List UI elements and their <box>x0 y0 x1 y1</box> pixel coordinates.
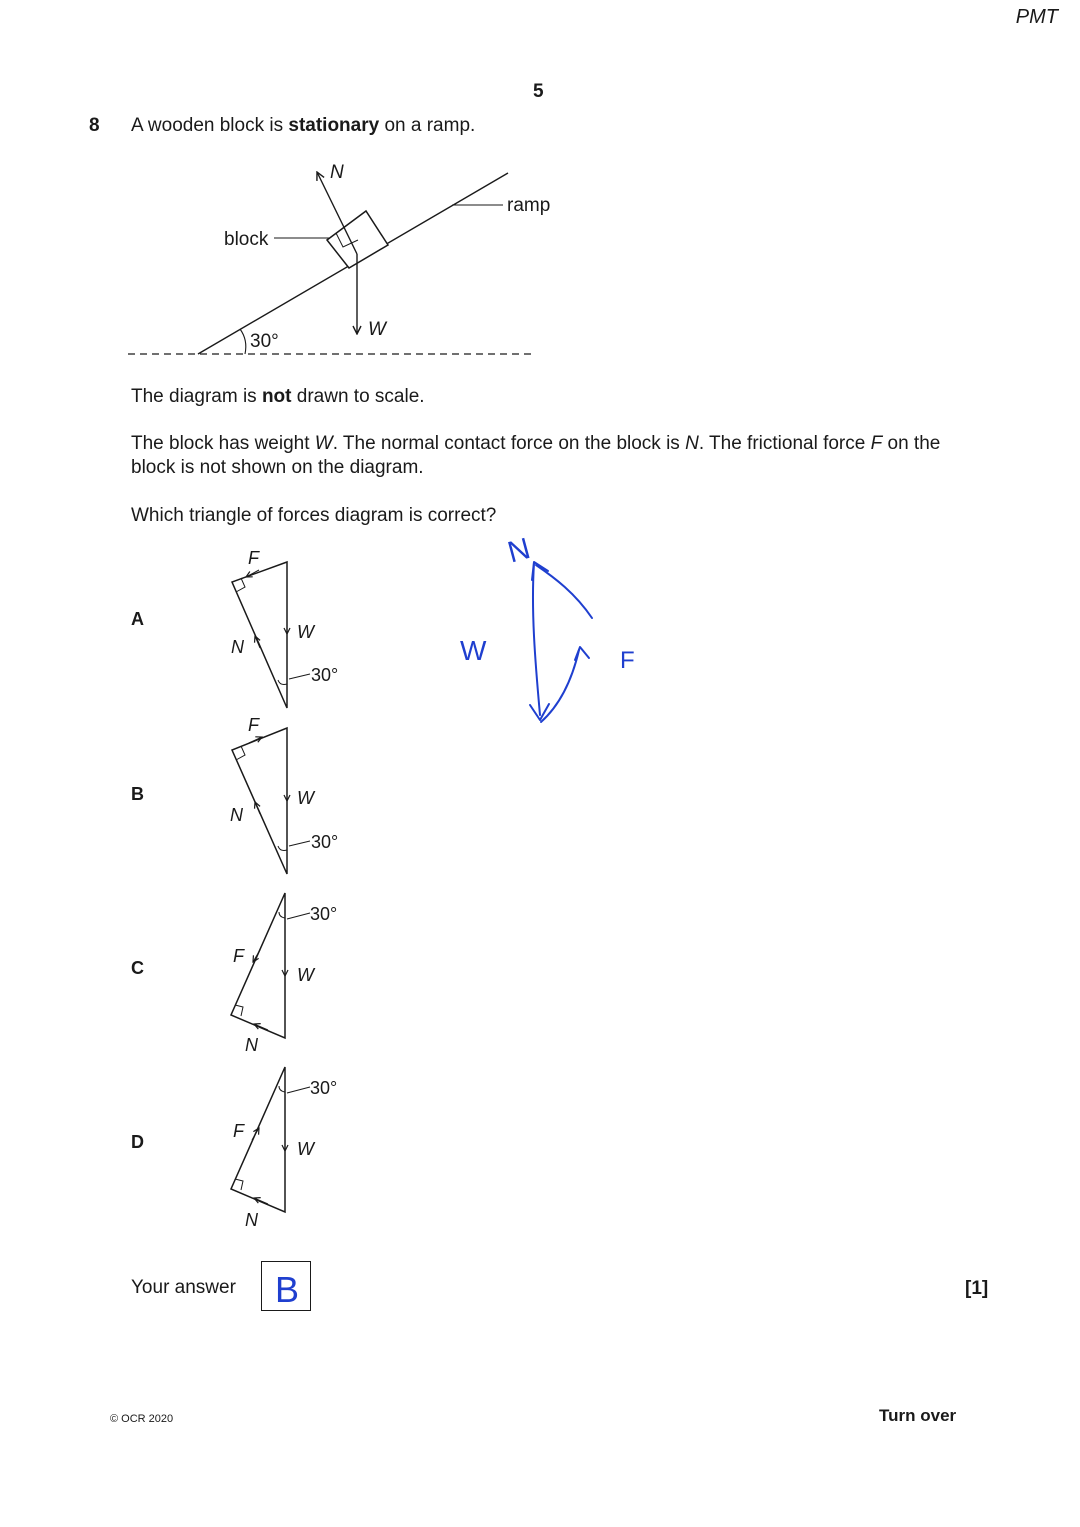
option-b-F: F <box>248 715 259 735</box>
question-number: 8 <box>89 115 100 136</box>
copyright: © OCR 2020 <box>110 1413 174 1425</box>
option-b-N: N <box>230 805 243 825</box>
option-d-N: N <box>245 1210 258 1230</box>
sketch-vertical-line <box>533 563 540 715</box>
sketch-diagonal-line <box>536 565 592 618</box>
option-c-letter: C <box>131 958 144 978</box>
scale-note: The diagram is not drawn to scale. <box>131 386 425 407</box>
option-b-angle: 30° <box>311 832 339 852</box>
sketch-right-curve <box>541 650 579 722</box>
option-d <box>131 1067 337 1230</box>
option-d-letter: D <box>131 1132 144 1152</box>
option-d-F: F <box>233 1121 244 1141</box>
weight-label: W <box>368 319 386 340</box>
ramp-label: ramp <box>507 195 551 216</box>
option-c-N: N <box>245 1035 258 1055</box>
question-prompt: Which triangle of forces diagram is correct? <box>131 505 497 526</box>
block-label: block <box>224 229 269 250</box>
body-line-1: The block has weight W. The normal contact force on the block is N. The frictional force F on the <box>131 433 941 454</box>
pmt-tag: PMT <box>1015 6 1058 28</box>
option-c-W: W <box>297 965 314 985</box>
sketch-N-label: N <box>504 532 534 570</box>
body-line-2: block is not shown on the diagram. <box>131 457 424 478</box>
handwritten-sketch <box>0 0 1080 760</box>
option-d-W: W <box>297 1139 314 1159</box>
sketch-F-label: F <box>620 647 635 674</box>
option-b-letter: B <box>131 784 144 804</box>
answer-label: Your answer <box>131 1277 236 1298</box>
option-c-angle: 30° <box>310 904 338 924</box>
answer-box[interactable] <box>261 1261 311 1311</box>
angle-label: 30° <box>250 331 279 352</box>
option-a-letter: A <box>131 609 144 629</box>
option-a-angle: 30° <box>311 665 339 685</box>
option-a-N: N <box>231 637 244 657</box>
option-a-F: F <box>248 548 259 568</box>
marks: [1] <box>965 1278 989 1299</box>
option-c <box>131 893 337 1055</box>
question-stem: A wooden block is stationary on a ramp. <box>131 115 476 136</box>
option-b-W: W <box>297 788 314 808</box>
normal-label: N <box>330 162 344 183</box>
option-c-F: F <box>233 946 244 966</box>
option-d-angle: 30° <box>310 1078 338 1098</box>
option-a-W: W <box>297 622 314 642</box>
page-number: 5 <box>533 81 544 102</box>
sketch-W-label: W <box>460 635 487 666</box>
turn-over: Turn over <box>879 1406 957 1425</box>
handwritten-answer: B <box>275 1269 300 1310</box>
